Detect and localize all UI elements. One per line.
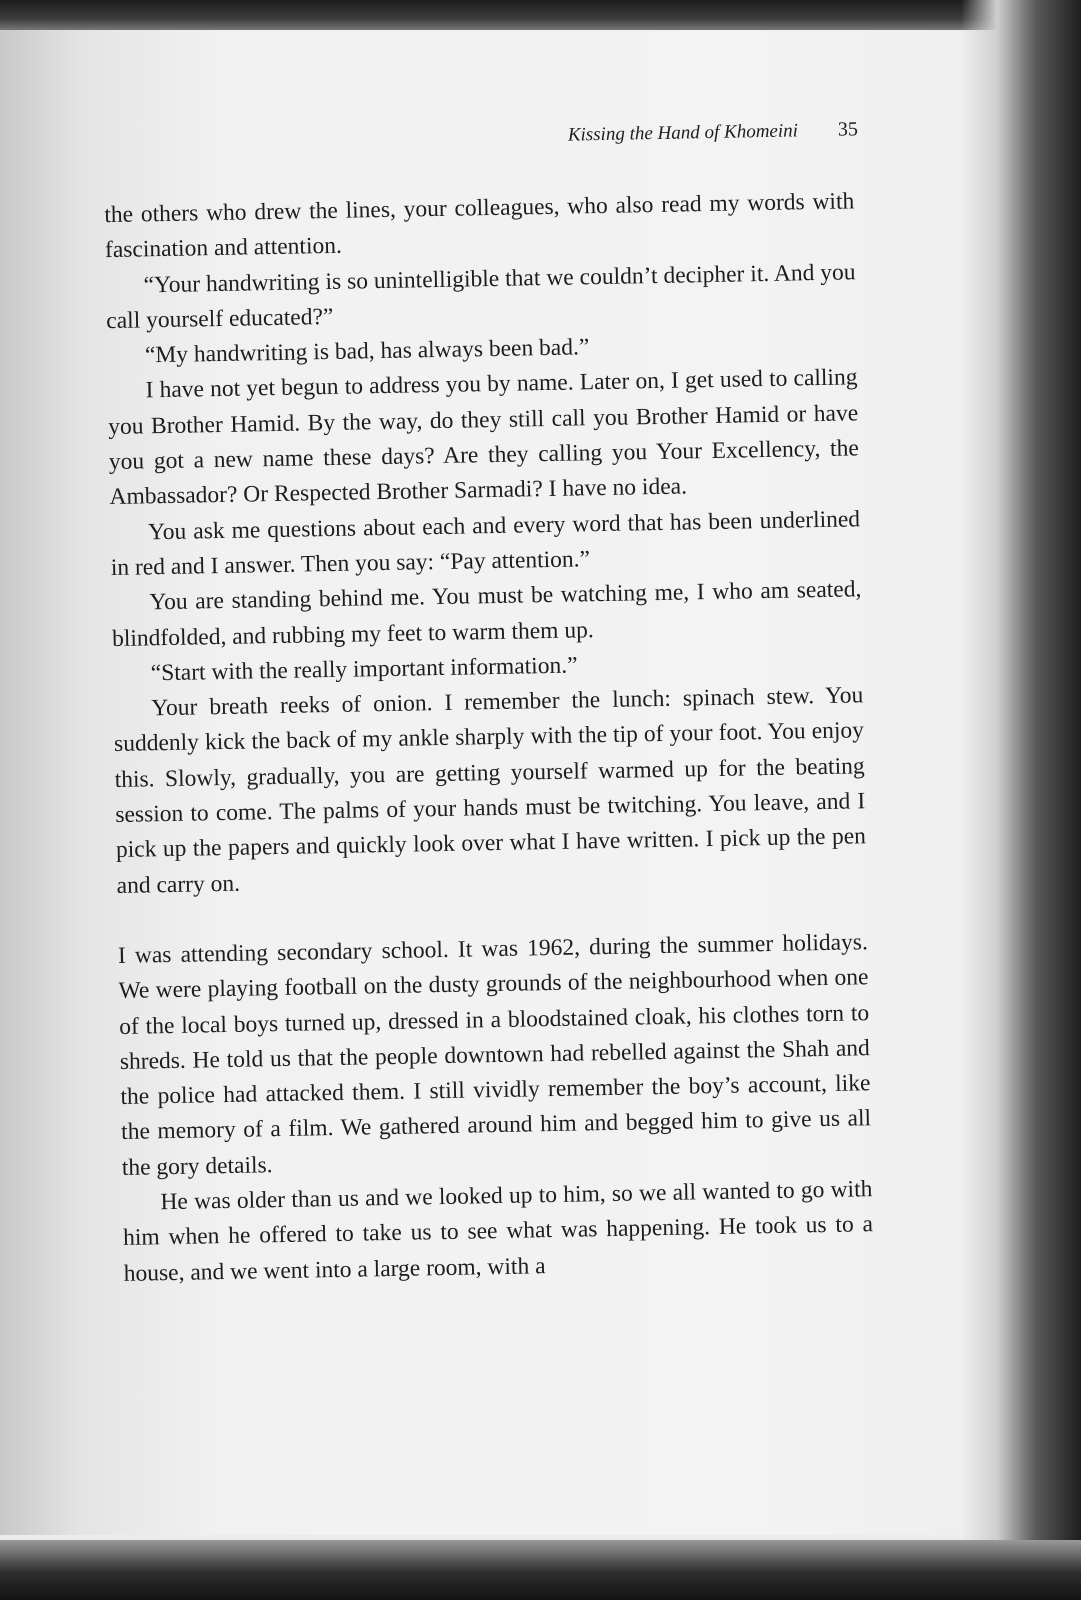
right-page-edge-shadow — [961, 0, 1081, 1600]
paragraph: I have not yet begun to address you by name. Later on, I get used to calling you Brother Hamid. By the way, do they still call you Brother Hamid or have you got a new name these days? Are they calling you Your Excellency, the Ambassador? Or Respected Brother Sarmadi? I have no idea. — [108, 364, 859, 511]
paragraph: You ask me questions about each and every word that has been underlined in red and I answer. Then you say: “Pay attention.” — [110, 505, 861, 582]
page-content — [0, 14, 1023, 1537]
body-text — [104, 184, 874, 1291]
paragraph: “Your handwriting is so unintelligible that we couldn’t decipher it. And you call yourself educated?” — [106, 258, 856, 334]
paragraph: “Start with the really important information.” — [150, 652, 578, 687]
running-head — [103, 118, 858, 155]
paragraph: “My handwriting is bad, has always been bad.” — [144, 334, 590, 369]
section-first-paragraph: I was attending secondary school. It was 1962, during the summer holidays. We were playing football on the dusty grounds of the neighbourhood when one of the local boys turned up, dressed in a bloodstained cloak, his clothes torn to shreds. He told us that the people downtown had rebelled against the Shah and the police had attacked them. I still vividly remember the boy’s account, like the memory of a film. We gathered around him and begged him to give us all the gory details. — [117, 929, 872, 1181]
book-page — [0, 30, 1000, 1535]
paragraph: You are standing behind me. You must be watching me, I who am seated, blindfolded, and rubbing my feet to warm them up. — [111, 576, 862, 652]
paragraph: He was older than us and we looked up to him, so we all wanted to go with him when he offered to take us to see what was happening. He took us to a house, and we went into a large room, with a — [122, 1176, 874, 1287]
page-number: 35 — [837, 118, 859, 141]
bottom-page-edge-shadow — [0, 1540, 1081, 1600]
paragraph: Your breath reeks of onion. I remember the lunch: spinach stew. You suddenly kick the back of my ankle sharply with the tip of your foot. You enjoy this. Slowly, gradually, you are getting yourself warmed up for the beating session to come. The palms of your hands must be twitching. You leave, and I pick up the papers and quickly look over what I have written. I pick up the pen and carry on. — [113, 682, 867, 899]
paragraph: the others who drew the lines, your colleagues, who also read my words with fascination and attention. — [104, 188, 855, 264]
running-head-title: Kissing the Hand of Khomeini — [567, 120, 799, 146]
